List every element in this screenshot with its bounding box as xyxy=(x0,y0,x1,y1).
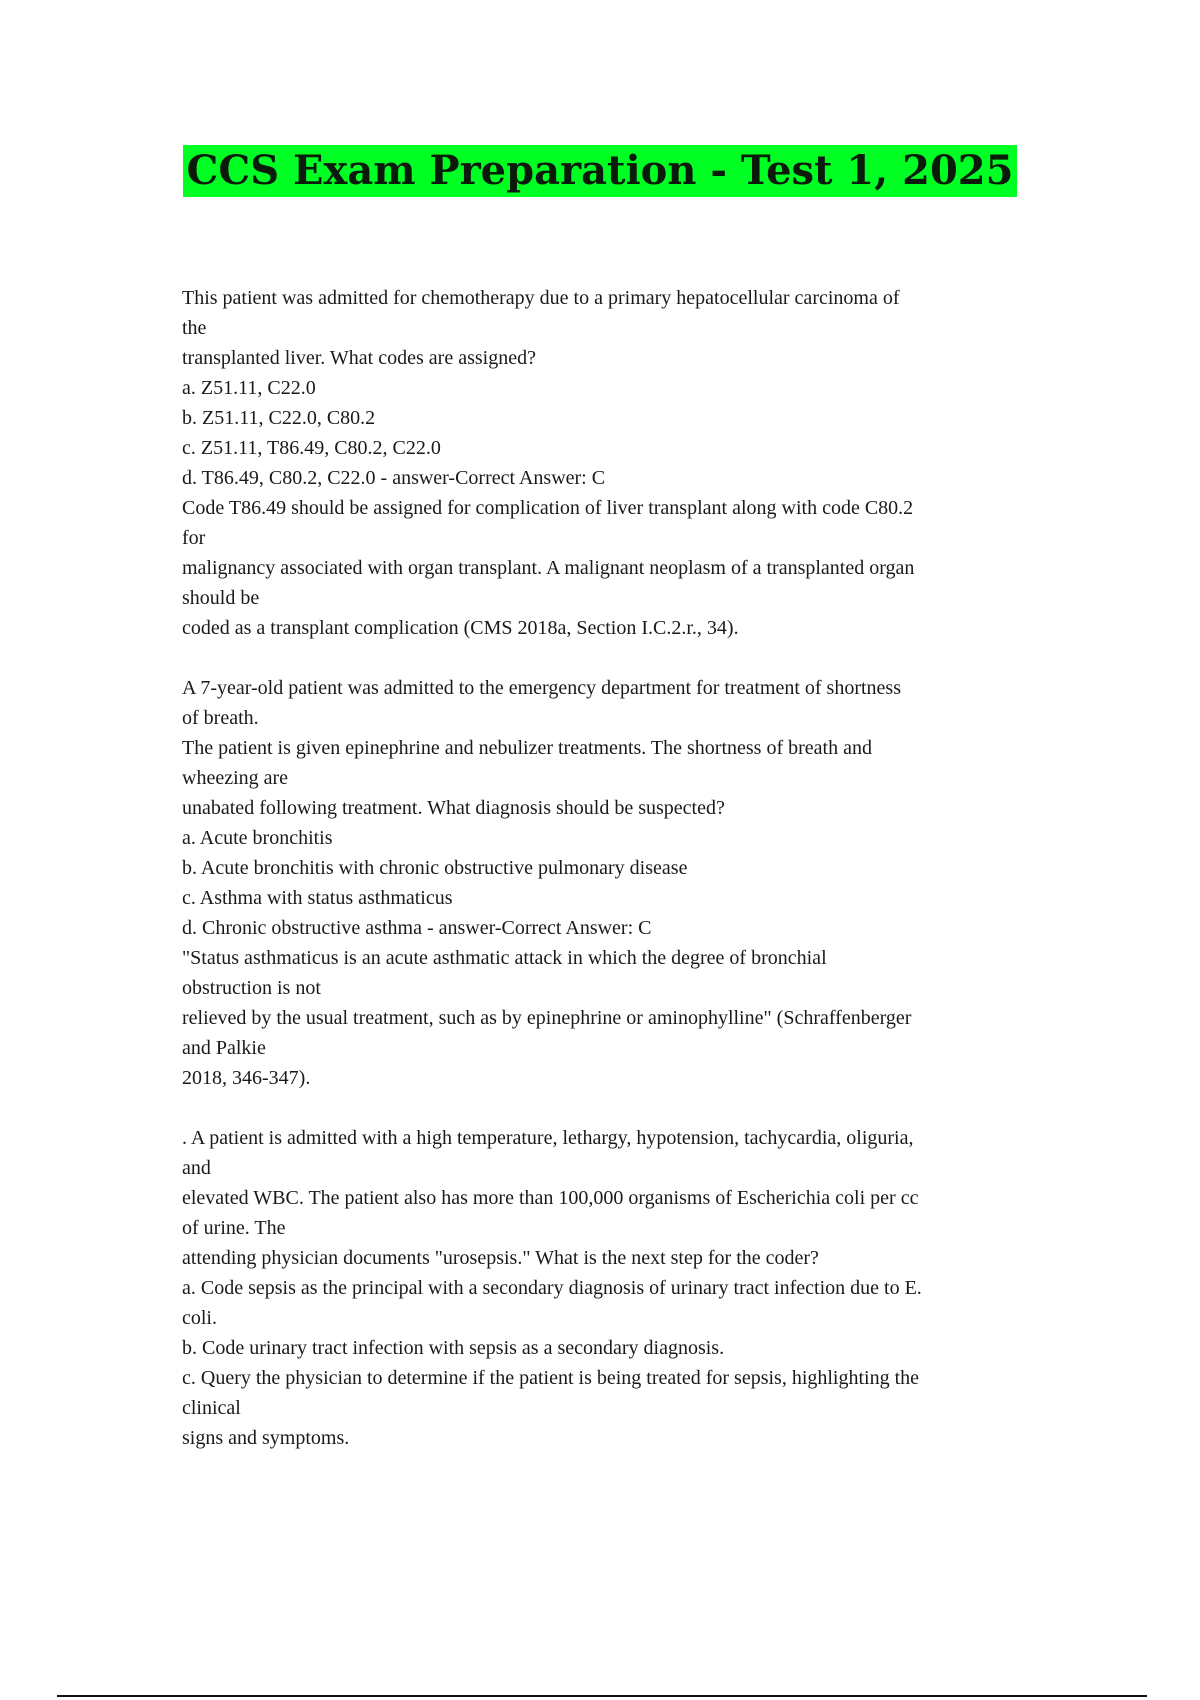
question-3-text-line: attending physician documents "urosepsis." What is the next step for the coder? xyxy=(182,1247,819,1269)
question-1-rationale-line: coded as a transplant complication (CMS 2018a, Section I.C.2.r., 34). xyxy=(182,617,739,639)
title-container xyxy=(0,145,1200,197)
question-3-option-c-cont: clinical xyxy=(182,1397,241,1419)
question-1-rationale-line: Code T86.49 should be assigned for complication of liver transplant along with code C80.2 xyxy=(182,497,914,519)
paragraph-spacer xyxy=(182,1093,1062,1123)
question-2-rationale-line: "Status asthmaticus is an acute asthmatic attack in which the degree of bronchial xyxy=(182,947,827,969)
question-1-rationale-line: should be xyxy=(182,587,260,609)
question-3-option-a: a. Code sepsis as the principal with a secondary diagnosis of urinary tract infection due to E. xyxy=(182,1277,922,1299)
question-1-text-line: the xyxy=(182,317,207,339)
question-3-option-c: c. Query the physician to determine if the patient is being treated for sepsis, highlighting the xyxy=(182,1367,920,1389)
question-3-text-line: of urine. The xyxy=(182,1217,286,1239)
question-3-text-line: . A patient is admitted with a high temperature, lethargy, hypotension, tachycardia, oliguria, xyxy=(182,1127,914,1149)
question-1-rationale-line: malignancy associated with organ transplant. A malignant neoplasm of a transplanted organ xyxy=(182,557,915,579)
question-2-option-b: b. Acute bronchitis with chronic obstructive pulmonary disease xyxy=(182,857,688,879)
question-1-option-d-answer: d. T86.49, C80.2, C22.0 - answer-Correct Answer: C xyxy=(182,467,606,489)
question-2-rationale-line: obstruction is not xyxy=(182,977,321,999)
question-1-rationale-line: for xyxy=(182,527,206,549)
question-2-text-line: unabated following treatment. What diagnosis should be suspected? xyxy=(182,797,725,819)
question-3-text-line: elevated WBC. The patient also has more than 100,000 organisms of Escherichia coli per cc xyxy=(182,1187,919,1209)
question-1-text-line: transplanted liver. What codes are assigned? xyxy=(182,347,536,369)
question-2-rationale-line: relieved by the usual treatment, such as by epinephrine or aminophylline" (Schraffenberger xyxy=(182,1007,912,1029)
question-1-option-c: c. Z51.11, T86.49, C80.2, C22.0 xyxy=(182,437,441,459)
question-3-option-c-cont: signs and symptoms. xyxy=(182,1427,350,1449)
question-1-option-b: b. Z51.11, C22.0, C80.2 xyxy=(182,407,376,429)
question-3-option-a-cont: coli. xyxy=(182,1307,217,1329)
question-3-text-line: and xyxy=(182,1157,211,1179)
question-2-rationale-line: 2018, 346-347). xyxy=(182,1067,311,1089)
question-block-3 xyxy=(182,1123,1062,1453)
question-3-option-b: b. Code urinary tract infection with sepsis as a secondary diagnosis. xyxy=(182,1337,725,1359)
question-2-text-line: wheezing are xyxy=(182,767,289,789)
document-body xyxy=(182,283,1062,1453)
question-2-option-c: c. Asthma with status asthmaticus xyxy=(182,887,453,909)
paragraph-spacer xyxy=(182,643,1062,673)
question-2-option-d-answer: d. Chronic obstructive asthma - answer-Correct Answer: C xyxy=(182,917,652,939)
document-title: CCS Exam Preparation - Test 1, 2025 xyxy=(183,145,1018,197)
question-2-text-line: of breath. xyxy=(182,707,259,729)
question-2-text-line: A 7-year-old patient was admitted to the emergency department for treatment of shortness xyxy=(182,677,901,699)
page-bottom-rule xyxy=(57,1695,1147,1697)
question-block-2 xyxy=(182,673,1062,1093)
question-1-text-line: This patient was admitted for chemotherapy due to a primary hepatocellular carcinoma of xyxy=(182,287,900,309)
question-2-text-line: The patient is given epinephrine and nebulizer treatments. The shortness of breath and xyxy=(182,737,872,759)
question-2-rationale-line: and Palkie xyxy=(182,1037,266,1059)
question-1-option-a: a. Z51.11, C22.0 xyxy=(182,377,316,399)
question-2-option-a: a. Acute bronchitis xyxy=(182,827,333,849)
question-block-1 xyxy=(182,283,1062,643)
